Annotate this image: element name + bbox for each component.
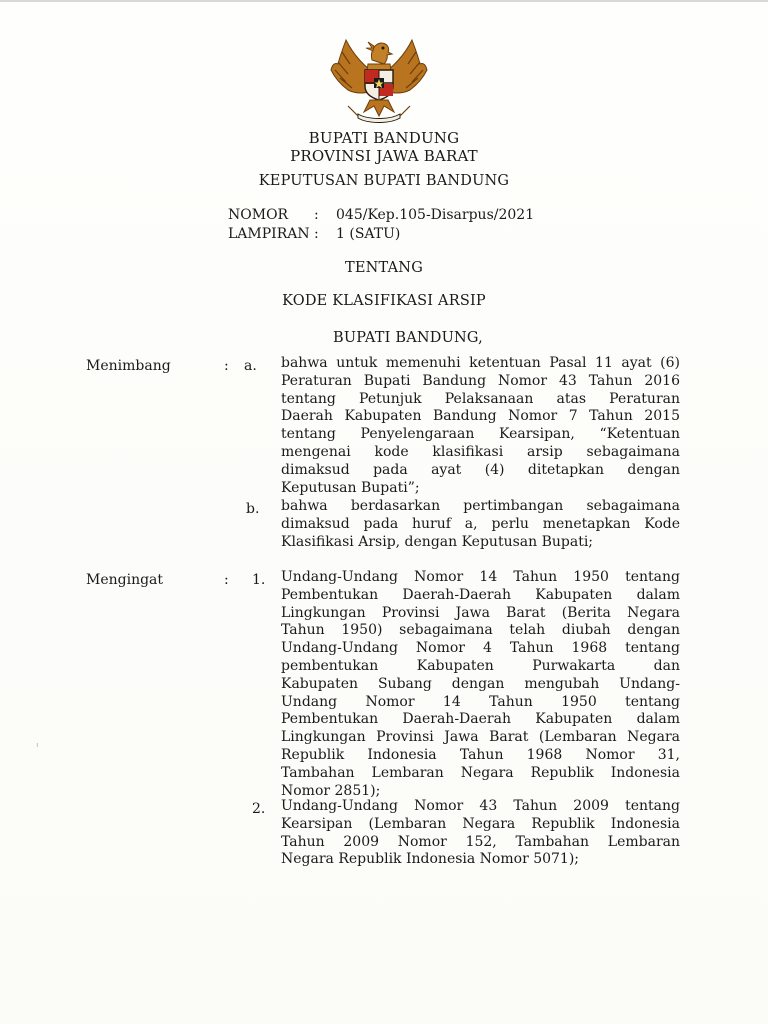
text-line: Tahun 1950) sebagaimana telah diubah dengan xyxy=(281,622,680,639)
tentang-heading: TENTANG xyxy=(345,260,423,276)
lampiran-label: LAMPIRAN xyxy=(228,226,310,242)
text-line: dimaksud pada huruf a, perlu menetapkan Kode xyxy=(281,515,680,532)
text-line: Undang-Undang Nomor 43 Tahun 2009 tentang xyxy=(281,798,680,814)
text-line: Tahun 2009 Nomor 152, Tambahan Lembaran xyxy=(281,833,680,850)
text-line: bahwa berdasarkan pertimbangan sebagaimana xyxy=(281,498,680,514)
text-line: Republik Indonesia Tahun 1968 Nomor 31, xyxy=(281,746,680,763)
menimbang-colon: : xyxy=(224,358,229,374)
nomor-label: NOMOR xyxy=(228,207,289,223)
text-line: Daerah Kabupaten Bandung Nomor 7 Tahun 2015 xyxy=(281,408,680,425)
mengingat-item-1 xyxy=(281,569,680,800)
text-line: Pembentukan Daerah-Daerah Kabupaten dalam xyxy=(281,586,680,603)
mengingat-colon: : xyxy=(224,572,229,588)
menimbang-label: Menimbang xyxy=(86,358,171,374)
text-line: Undang-Undang Nomor 14 Tahun 1950 tentang xyxy=(281,569,680,585)
mengingat-marker-2: 2. xyxy=(252,801,266,817)
text-line: Klasifikasi Arsip, dengan Keputusan Bupati; xyxy=(281,533,594,550)
text-line: Undang Nomor 14 Tahun 1950 tentang xyxy=(281,693,680,710)
text-line: Tambahan Lembaran Negara Republik Indonesia xyxy=(281,764,680,781)
lampiran-colon: : xyxy=(314,226,319,242)
lampiran-value: 1 (SATU) xyxy=(336,226,401,242)
text-line: Negara Republik Indonesia Nomor 5071); xyxy=(281,851,580,868)
text-line: Undang-Undang Nomor 4 Tahun 1968 tentang xyxy=(281,640,680,657)
text-line: Keputusan Bupati”; xyxy=(281,479,420,496)
scan-speck: · · xyxy=(36,740,39,751)
text-line: Lingkungan Provinsi Jawa Barat (Berita Negara xyxy=(281,604,680,621)
text-line: tentang Penyelengaraan Kearsipan, “Ketentuan xyxy=(281,426,680,443)
text-line: dimaksud pada ayat (4) ditetapkan dengan xyxy=(281,461,680,478)
text-line: tentang Petunjuk Pelaksanaan atas Peraturan xyxy=(281,390,680,407)
nomor-row xyxy=(228,207,534,223)
lampiran-row xyxy=(228,226,400,242)
text-line: Kabupaten Subang dengan mengubah Undang- xyxy=(281,675,680,692)
text-line: pembentukan Kabupaten Purwakarta dan xyxy=(281,657,680,674)
text-line: Kearsipan (Lembaran Negara Republik Indonesia xyxy=(281,815,680,832)
text-line: Pembentukan Daerah-Daerah Kabupaten dalam xyxy=(281,711,680,728)
menimbang-item-a xyxy=(281,355,680,497)
bupati-heading: BUPATI BANDUNG, xyxy=(332,330,483,346)
text-line: Lingkungan Provinsi Jawa Barat (Lembaran Negara xyxy=(281,729,680,746)
menimbang-item-b xyxy=(281,498,680,551)
nomor-value: 045/Kep.105-Disarpus/2021 xyxy=(336,207,535,223)
text-line: bahwa untuk memenuhi ketentuan Pasal 11 ayat (6) xyxy=(281,355,680,371)
decree-subject: KODE KLASIFIKASI ARSIP xyxy=(282,293,486,309)
scan-edge xyxy=(0,0,768,2)
text-line: mengenai kode klasifikasi arsip sebagaimana xyxy=(281,443,680,460)
garuda-emblem-icon xyxy=(328,34,430,126)
text-line: Peraturan Bupati Bandung Nomor 43 Tahun 2016 xyxy=(281,372,680,389)
mengingat-item-2 xyxy=(281,798,680,869)
decree-title: KEPUTUSAN BUPATI BANDUNG xyxy=(258,173,510,189)
mengingat-label: Mengingat xyxy=(86,572,164,588)
mengingat-marker-1: 1. xyxy=(252,572,266,588)
menimbang-marker-b: b. xyxy=(246,501,260,517)
header-line-1: BUPATI BANDUNG xyxy=(308,129,460,147)
menimbang-marker-a: a. xyxy=(244,358,257,374)
header-line-2: PROVINSI JAWA BARAT xyxy=(290,147,478,165)
text-line: Nomor 2851); xyxy=(281,782,381,799)
nomor-colon: : xyxy=(314,207,319,223)
